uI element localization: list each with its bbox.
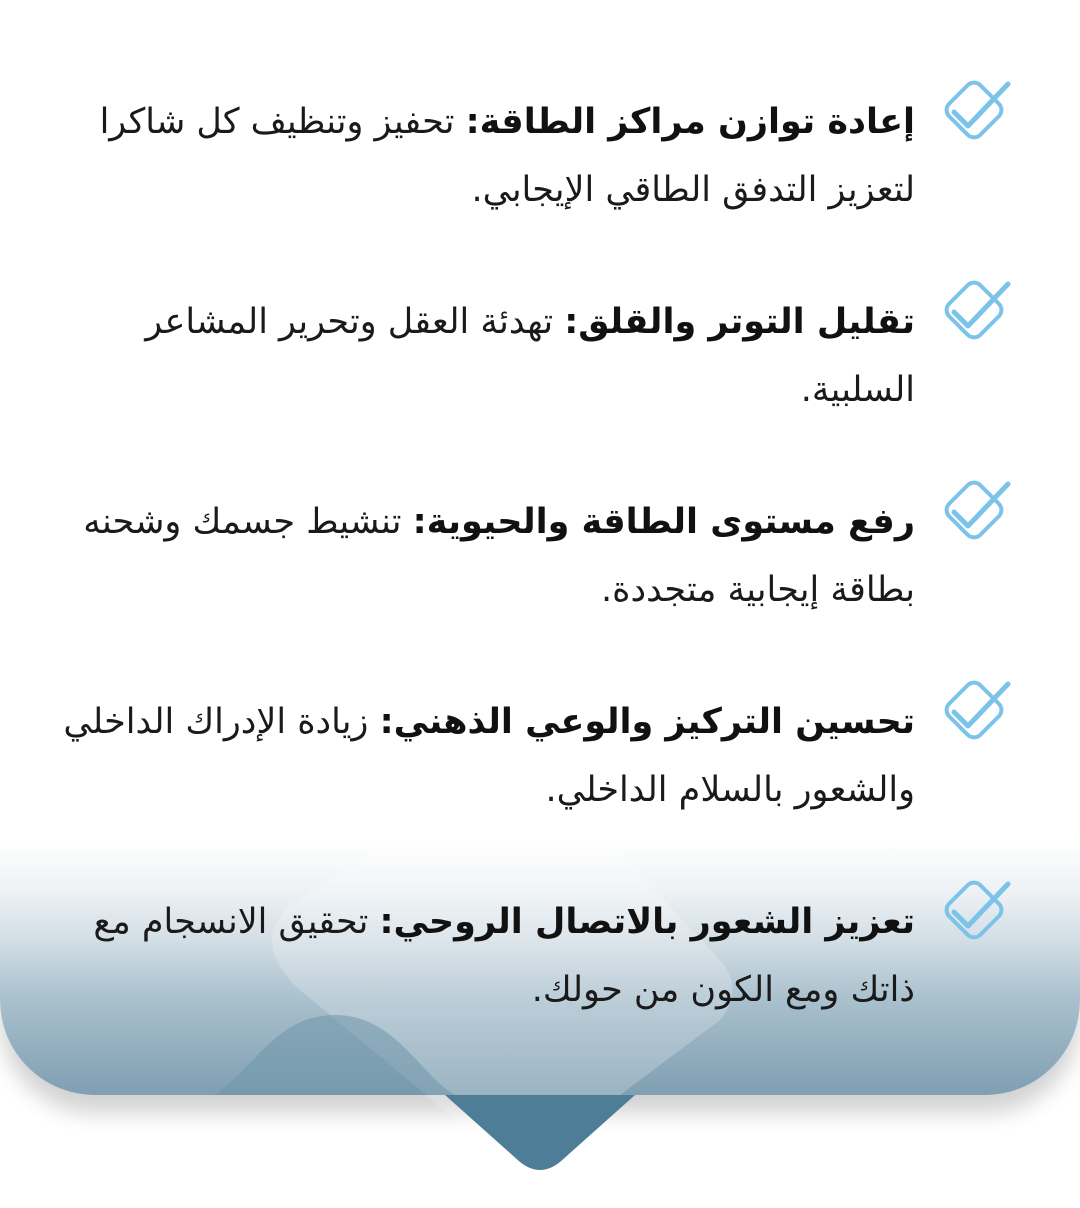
benefit-title: رفع مستوى الطاقة والحيوية: xyxy=(412,502,915,542)
benefit-description: تنشيط جسمك وشحنه بطاقة إيجابية متجددة. xyxy=(83,502,915,610)
benefit-description: زيادة الإدراك الداخلي والشعور بالسلام الداخلي. xyxy=(63,702,915,810)
benefit-text xyxy=(55,288,915,424)
check-icon xyxy=(936,272,1012,348)
check-icon xyxy=(936,872,1012,948)
benefit-description: تهدئة العقل وتحرير المشاعر السلبية. xyxy=(145,302,915,410)
benefit-title: تعزيز الشعور بالاتصال الروحي: xyxy=(379,902,915,942)
benefit-text xyxy=(55,488,915,624)
list-item xyxy=(0,250,1080,410)
list-item xyxy=(0,650,1080,810)
benefit-text xyxy=(55,888,915,1024)
check-icon xyxy=(936,72,1012,148)
list-item xyxy=(0,50,1080,210)
benefit-text xyxy=(55,688,915,824)
benefit-description: تحفيز وتنظيف كل شاكرا لتعزيز التدفق الطاقي الإيجابي. xyxy=(99,102,915,210)
benefit-title: إعادة توازن مراكز الطاقة: xyxy=(465,102,915,142)
check-icon xyxy=(936,472,1012,548)
list-item xyxy=(0,450,1080,610)
benefit-title: تحسين التركيز والوعي الذهني: xyxy=(379,702,915,742)
list-item xyxy=(0,850,1080,1010)
benefit-text xyxy=(55,88,915,224)
benefit-title: تقليل التوتر والقلق: xyxy=(564,302,915,342)
benefit-description: تحقيق الانسجام مع ذاتك ومع الكون من حولك. xyxy=(93,902,915,1010)
check-icon xyxy=(936,672,1012,748)
